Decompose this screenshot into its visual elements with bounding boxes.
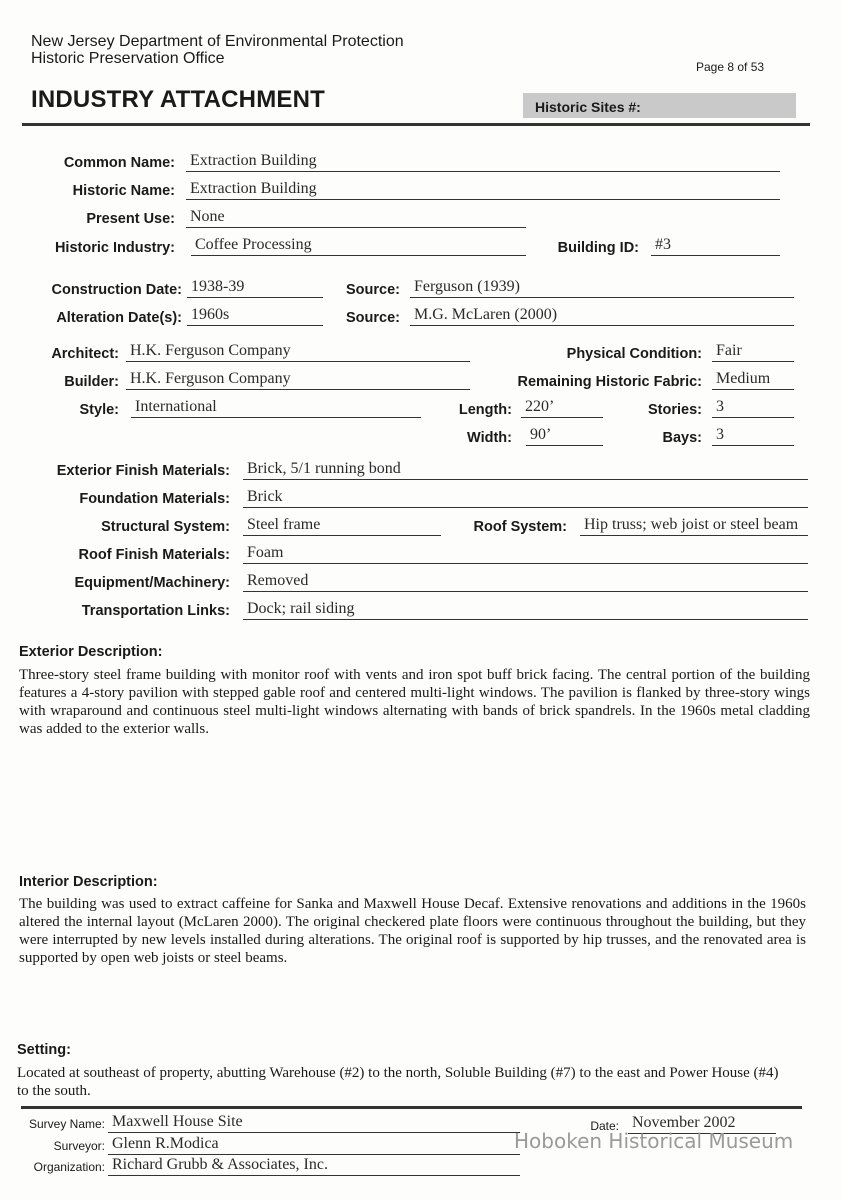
historic-name-label: Historic Name:	[72, 183, 175, 199]
length-field: 220’	[521, 398, 603, 418]
construction-source-field: Ferguson (1939)	[410, 278, 794, 298]
remaining-fabric-label: Remaining Historic Fabric:	[517, 374, 702, 390]
present-use-label: Present Use:	[86, 211, 175, 227]
alteration-source-label: Source:	[346, 310, 400, 326]
alteration-dates-label: Alteration Date(s):	[56, 310, 182, 326]
equipment-field: Removed	[243, 572, 808, 592]
foundation-label: Foundation Materials:	[79, 491, 230, 507]
bays-label: Bays:	[662, 430, 702, 446]
building-id-field: #3	[651, 236, 780, 256]
footer-rule	[21, 1106, 802, 1109]
structural-system-label: Structural System:	[101, 519, 230, 535]
date-label: Date:	[590, 1119, 619, 1133]
historic-industry-label: Historic Industry:	[54, 240, 175, 256]
transportation-label: Transportation Links:	[81, 603, 230, 619]
interior-description-heading: Interior Description:	[19, 874, 158, 890]
historic-industry-field: Coffee Processing	[191, 236, 526, 256]
builder-label: Builder:	[64, 374, 119, 390]
page-title: INDUSTRY ATTACHMENT	[31, 86, 326, 113]
interior-description-text: The building was used to extract caffeine for Sanka and Maxwell House Decaf. Extensive renovations and additions in the 1960s altered the internal layout (McLaren 2000). The original checkered plate floors were continuous throughout the building, but they were interrupted by new levels installed during alterations. The original roof is supported by hip trusses, and the renovated area is supported by open web joists or steel beams.	[19, 896, 806, 966]
setting-text: Located at southeast of property, abutting Warehouse (#2) to the north, Soluble Building (#7) to the east and Power House (#4) to the south.	[17, 1065, 779, 1099]
date-field: November 2002	[628, 1114, 776, 1134]
watermark: Hoboken Historical Museum	[514, 1129, 794, 1153]
building-id-label: Building ID:	[557, 240, 639, 256]
construction-date-label: Construction Date:	[51, 282, 182, 298]
surveyor-field: Glenn R.Modica	[108, 1135, 520, 1155]
structural-system-field: Steel frame	[243, 516, 441, 536]
common-name-field: Extraction Building	[186, 152, 780, 172]
transportation-field: Dock; rail siding	[243, 600, 808, 620]
surveyor-label: Surveyor:	[53, 1139, 105, 1153]
remaining-fabric-field: Medium	[712, 370, 794, 390]
organization-field: Richard Grubb & Associates, Inc.	[108, 1156, 520, 1176]
organization-label: Organization:	[33, 1160, 105, 1174]
length-label: Length:	[458, 402, 512, 418]
common-name-label: Common Name:	[63, 155, 175, 171]
exterior-finish-field: Brick, 5/1 running bond	[243, 460, 808, 480]
roof-finish-field: Foam	[243, 544, 808, 564]
exterior-description-text: Three-story steel frame building with monitor roof with vents and iron spot buff brick facing. The central portion of the building features a 4-story pavilion with stepped gable roof and centered multi-light windows. The pavilion is flanked by three-story wings with wraparound and continuous steel multi-light windows alternating with bands of brick spandrels. In the 1960s metal cladding was added to the exterior walls.	[19, 667, 810, 737]
builder-field: H.K. Ferguson Company	[126, 370, 470, 390]
style-field: International	[131, 398, 421, 418]
exterior-description-heading: Exterior Description:	[19, 644, 163, 660]
office-name: Historic Preservation Office	[31, 50, 225, 67]
exterior-finish-label: Exterior Finish Materials:	[56, 463, 230, 479]
bays-field: 3	[712, 426, 794, 446]
historic-sites-box	[523, 93, 796, 118]
style-label: Style:	[79, 402, 119, 418]
alteration-source-field: M.G. McLaren (2000)	[410, 306, 794, 326]
construction-date-field: 1938-39	[187, 278, 323, 298]
architect-field: H.K. Ferguson Company	[126, 342, 470, 362]
stories-field: 3	[712, 398, 794, 418]
width-field: 90’	[526, 426, 603, 446]
historic-sites-label: Historic Sites #:	[535, 99, 641, 115]
stories-label: Stories:	[648, 402, 702, 418]
agency-name: New Jersey Department of Environmental Protection	[31, 33, 404, 50]
roof-system-label: Roof System:	[473, 519, 567, 535]
physical-condition-label: Physical Condition:	[566, 346, 702, 362]
survey-name-label: Survey Name:	[28, 1117, 105, 1131]
setting-heading: Setting:	[17, 1042, 71, 1058]
roof-finish-label: Roof Finish Materials:	[78, 547, 230, 563]
present-use-field: None	[186, 208, 526, 228]
page-number: Page 8 of 53	[696, 60, 765, 74]
physical-condition-field: Fair	[712, 342, 794, 362]
foundation-field: Brick	[243, 488, 808, 508]
equipment-label: Equipment/Machinery:	[74, 575, 230, 591]
survey-name-field: Maxwell House Site	[108, 1113, 520, 1133]
alteration-dates-field: 1960s	[187, 306, 323, 326]
roof-system-field: Hip truss; web joist or steel beam	[580, 516, 808, 536]
width-label: Width:	[467, 430, 512, 446]
construction-source-label: Source:	[346, 282, 400, 298]
header-rule	[22, 123, 810, 126]
historic-name-field: Extraction Building	[186, 180, 780, 200]
architect-label: Architect:	[51, 346, 119, 362]
